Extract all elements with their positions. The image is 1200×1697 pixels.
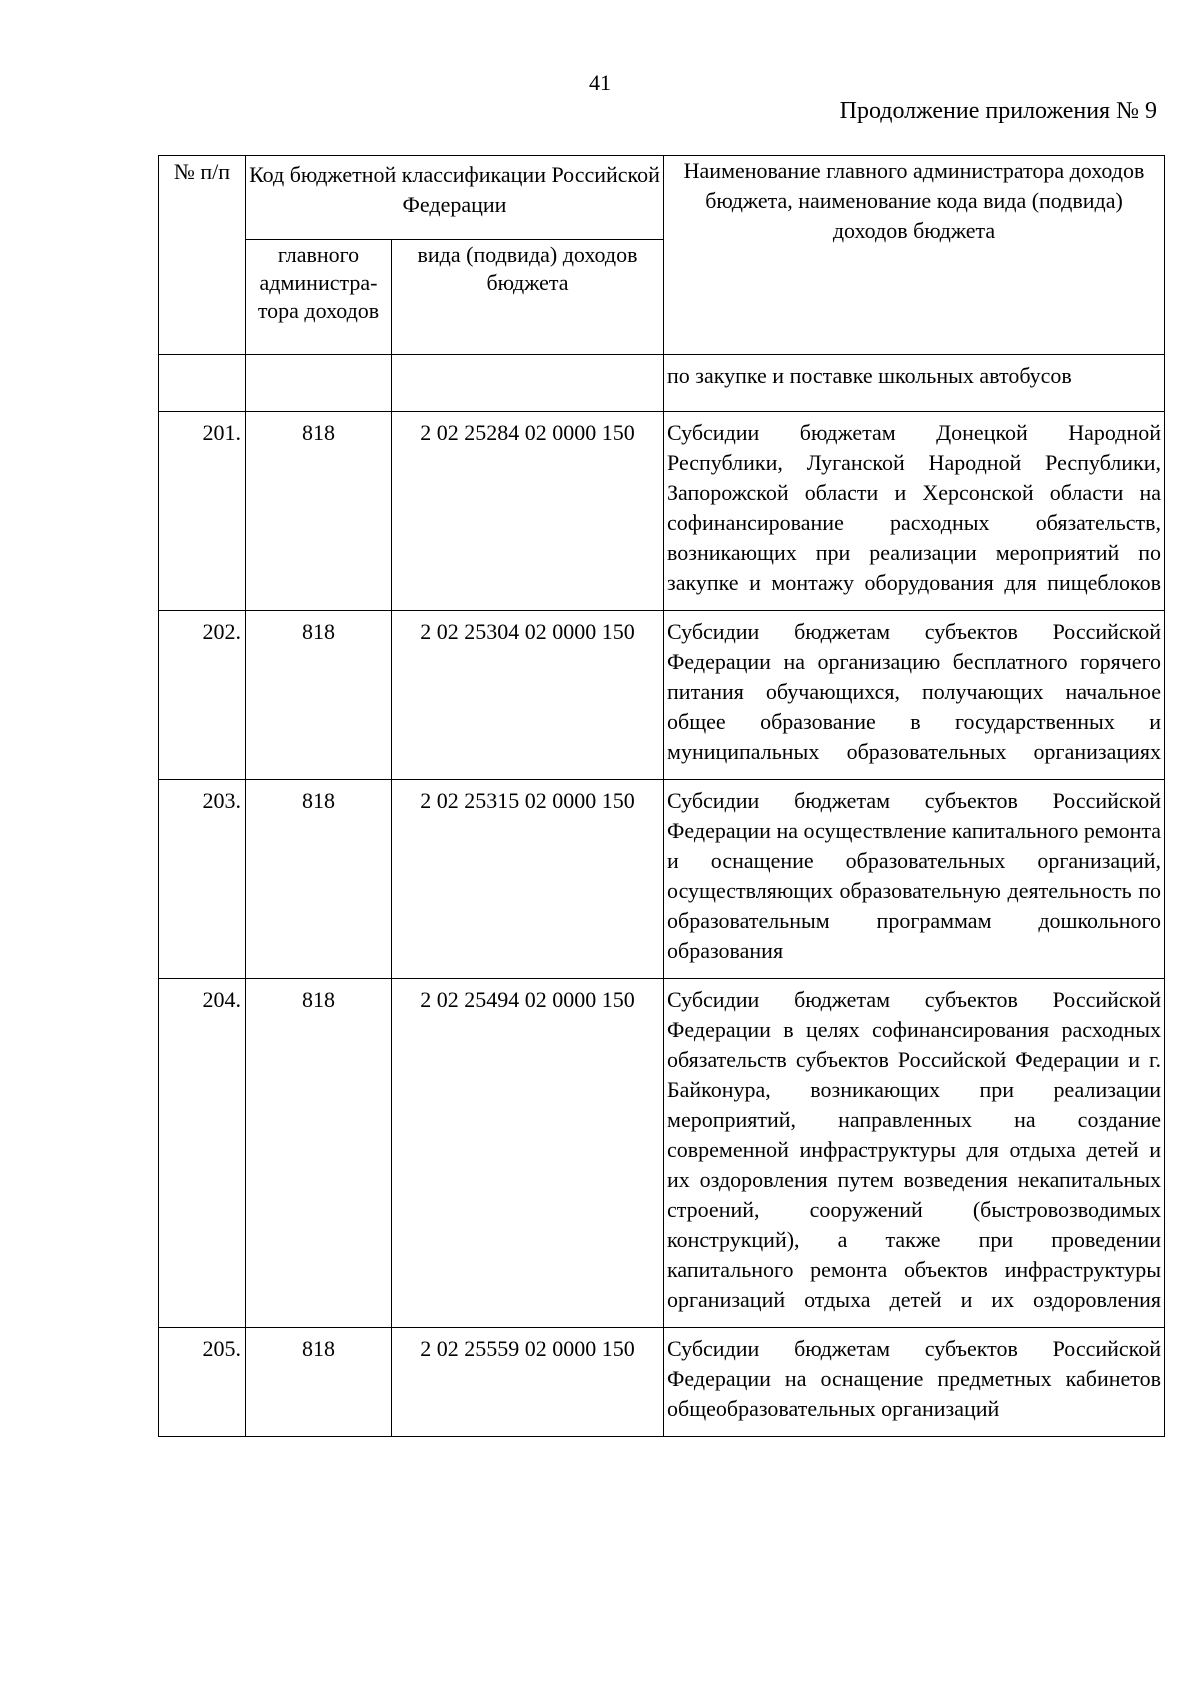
cell-kbk: 2 02 25494 02 0000 150 (392, 979, 664, 1328)
table-row (159, 780, 1165, 979)
cell-number: 202. (159, 611, 246, 780)
cell-kbk: 2 02 25559 02 0000 150 (392, 1328, 664, 1437)
cell-description: по закупке и поставке школьных автобусов (664, 355, 1165, 412)
cell-description: Субсидии бюджетам субъектов Российской Федерации на осуществление капитального ремонта и оснащение образовательных организаций, осуществляющих образовательную деятельность по образовательным программам дошкольного образования (664, 780, 1165, 979)
page-number: 41 (589, 70, 611, 95)
cell-kbk: 2 02 25315 02 0000 150 (392, 780, 664, 979)
appendix-continuation-label: Продолжение приложения № 9 (839, 98, 1157, 124)
cell-number: 203. (159, 780, 246, 979)
cell-kbk: 2 02 25284 02 0000 150 (392, 412, 664, 611)
cell-admin: 818 (246, 412, 392, 611)
cell-admin (246, 355, 392, 412)
table-row (159, 1328, 1165, 1437)
cell-kbk (392, 355, 664, 412)
cell-description: Субсидии бюджетам Донецкой Народной Республики, Луганской Народной Республики, Запорожской области и Херсонской области на софинансирование расходных обязательств, возникающих при реализации мероприятий по закупке и монтажу оборудования для пищеблоков (664, 412, 1165, 611)
cell-number (159, 355, 246, 412)
table-row (159, 979, 1165, 1328)
cell-number: 201. (159, 412, 246, 611)
cell-description: Субсидии бюджетам субъектов Российской Федерации в целях софинансирования расходных обязательств субъектов Российской Федерации и г. Байконура, возникающих при реализации мероприятий, направленных на создание современной инфраструктуры для отдыха детей и их оздоровления путем возведения некапитальных строений, сооружений (быстровозводимых конструкций), а также при проведении капитального ремонта объектов инфраструктуры организаций отдыха детей и их оздоровления (664, 979, 1165, 1328)
cell-admin: 818 (246, 1328, 392, 1437)
header-name: Наименование главного администратора доходов бюджета, наименование кода вида (подвида) доходов бюджета (664, 156, 1165, 355)
cell-number: 204. (159, 979, 246, 1328)
cell-description: Субсидии бюджетам субъектов Российской Федерации на организацию бесплатного горячего питания обучающихся, получающих начальное общее образование в государственных и муниципальных образовательных организациях (664, 611, 1165, 780)
header-code-group: Код бюджетной классификации Российской Федерации (246, 156, 664, 240)
cell-kbk: 2 02 25304 02 0000 150 (392, 611, 664, 780)
cell-admin: 818 (246, 611, 392, 780)
table-row-continuation (159, 355, 1165, 412)
table-row (159, 611, 1165, 780)
header-admin-code: главного администра-тора доходов (246, 240, 392, 355)
cell-admin: 818 (246, 979, 392, 1328)
cell-admin: 818 (246, 780, 392, 979)
budget-classification-table (158, 155, 1165, 1437)
header-number: № п/п (159, 156, 246, 355)
cell-number: 205. (159, 1328, 246, 1437)
table-row (159, 412, 1165, 611)
cell-description: Субсидии бюджетам субъектов Российской Федерации на оснащение предметных кабинетов общеобразовательных организаций (664, 1328, 1165, 1437)
header-income-kind: вида (подвида) доходов бюджета (392, 240, 664, 355)
table-header-row (159, 156, 1165, 240)
